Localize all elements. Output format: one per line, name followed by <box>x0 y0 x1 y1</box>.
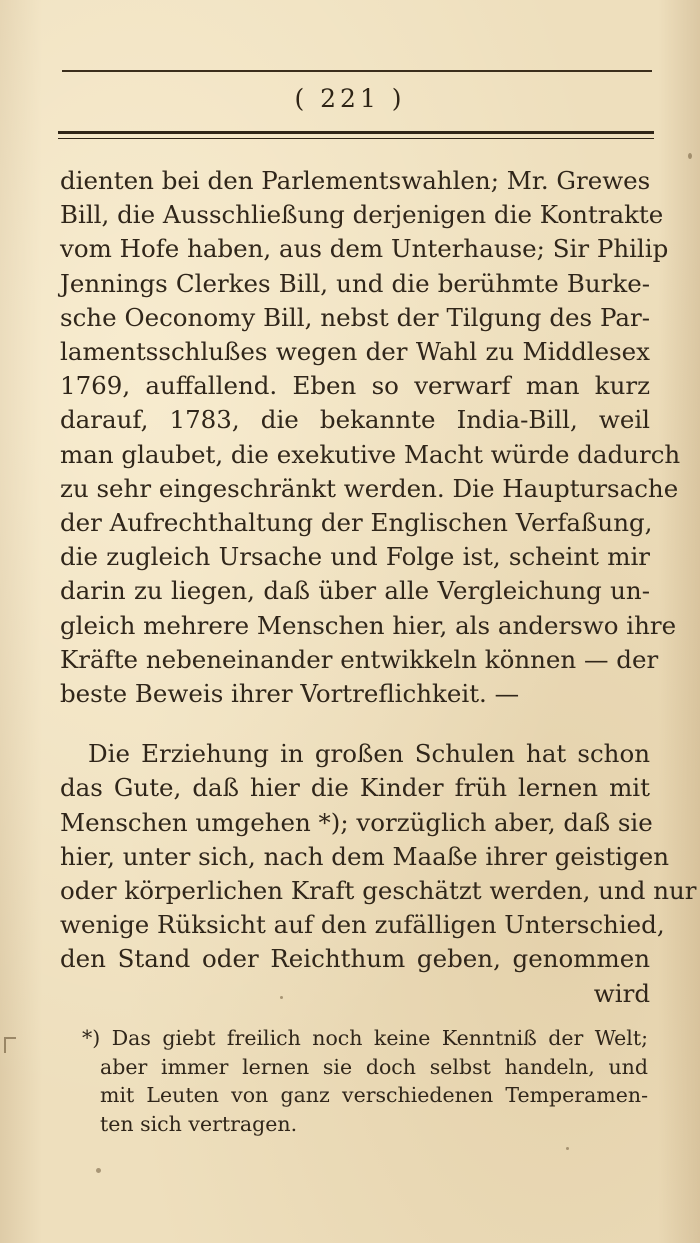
text-line: der Aufrechthaltung der Englischen Verfaßung, <box>60 508 653 538</box>
text-line: hier, unter sich, nach dem Maaße ihrer geistigen <box>60 841 669 871</box>
text-line: den Stand oder Reichthum geben, genommen <box>60 944 650 974</box>
paper-speck <box>688 153 692 159</box>
text-line: zu sehr eingeschränkt werden. Die Hauptursache <box>60 473 679 503</box>
text-line: beste Beweis ihrer Vortreflichkeit. — <box>60 679 520 709</box>
text-line: die zugleich Ursache und Folge ist, scheint mir <box>60 542 650 572</box>
catchword: wird <box>593 978 650 1008</box>
text-line: lamentsschlußes wegen der Wahl zu Middlesex <box>60 337 650 367</box>
footnote-line: aber immer lernen sie doch selbst handeln, und <box>100 1054 648 1079</box>
text-line: Jennings Clerkes Bill, und die berühmte Burke- <box>60 268 650 298</box>
page-number: ( 221 ) <box>294 84 406 113</box>
text-line: man glaubet, die exekutive Macht würde dadurch <box>60 439 681 469</box>
footnote <box>82 1024 648 1138</box>
text-line: gleich mehrere Menschen hier, als anderswo ihre <box>60 610 677 640</box>
text-line: Die Erziehung in großen Schulen hat schon <box>88 739 650 769</box>
footnote-line: mit Leuten von ganz verschiedenen Temperamen- <box>100 1083 648 1107</box>
text-line: darauf, 1783, die bekannte India-Bill, weil <box>60 405 650 435</box>
header-rule-top <box>62 70 652 72</box>
text-line: Kräfte nebeneinander entwikkeln können — der <box>60 644 659 674</box>
text-line: 1769, auffallend. Eben so verwarf man kurz <box>60 371 650 401</box>
paragraph-gap <box>60 711 650 737</box>
footnote-line: ten sich vertragen. <box>100 1111 298 1136</box>
footnote-line: *) Das giebt freilich noch keine Kenntniß der Welt; <box>82 1026 648 1050</box>
text-line: Bill, die Ausschließung derjenigen die Kontrakte <box>60 200 664 230</box>
text-line: wenige Rüksicht auf den zufälligen Unterschied, <box>60 910 665 940</box>
text-line: sche Oeconomy Bill, nebst der Tilgung des Par- <box>60 302 650 332</box>
text-line: Menschen umgehen *); vorzüglich aber, daß sie <box>60 807 653 837</box>
paragraph-1 <box>60 164 681 711</box>
text-line: oder körperlichen Kraft geschätzt werden, und nur <box>60 876 697 906</box>
paper-edge-mark <box>4 1037 16 1053</box>
text-line: darin zu liegen, daß über alle Vergleichung un- <box>60 576 650 606</box>
paper-speck <box>96 1168 101 1173</box>
paper-speck <box>566 1147 569 1150</box>
text-line: dienten bei den Parlementswahlen; Mr. Grewes <box>60 166 651 195</box>
text-line: das Gute, daß hier die Kinder früh lernen mit <box>60 773 650 803</box>
paper-speck <box>280 996 283 999</box>
text-line: vom Hofe haben, aus dem Unterhause; Sir Philip <box>60 234 669 264</box>
paragraph-2 <box>60 737 697 1011</box>
main-text <box>60 164 697 1011</box>
header-rule-bottom <box>58 131 654 139</box>
